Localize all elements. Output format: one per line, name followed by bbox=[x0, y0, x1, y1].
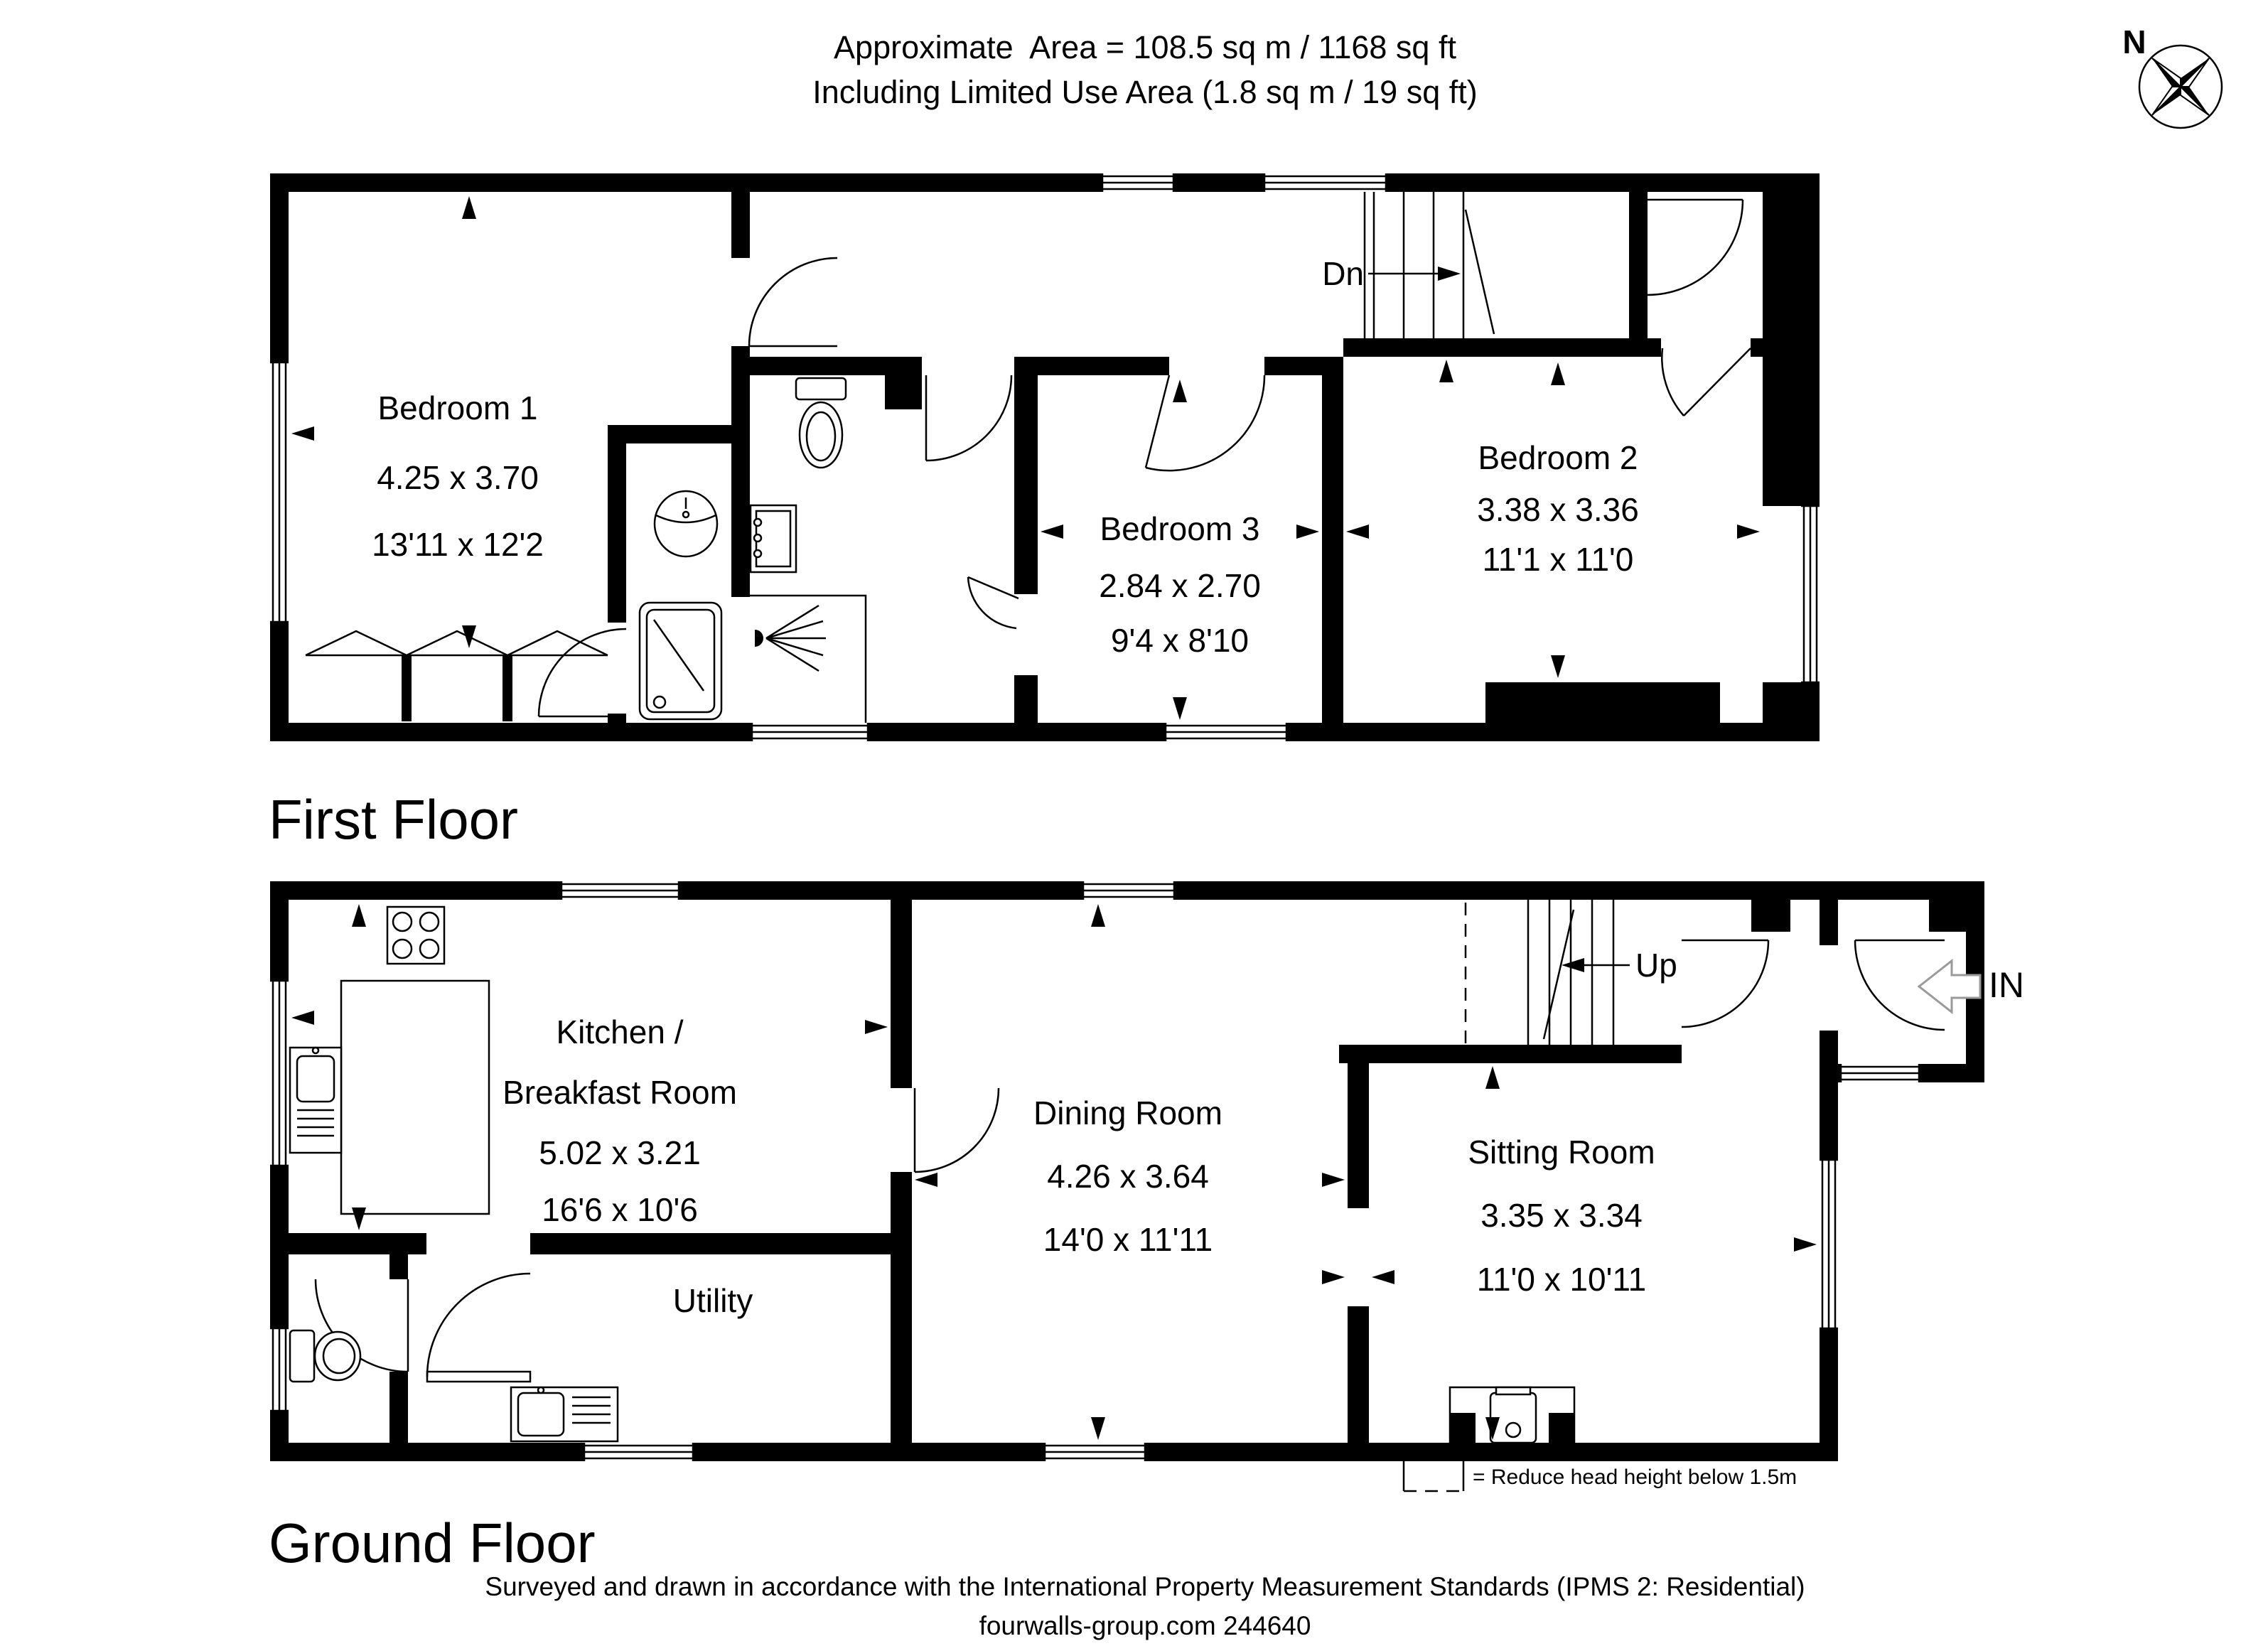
shower-icon bbox=[640, 596, 866, 723]
room-label-kitchen-line2: Breakfast Room bbox=[502, 1074, 737, 1111]
room-label-bedroom1: Bedroom 1 bbox=[377, 389, 538, 426]
gf-window-left-1 bbox=[270, 981, 289, 1166]
room-imperial-bedroom3: 9'4 x 8'10 bbox=[1110, 622, 1249, 659]
gf-window-lobby bbox=[1841, 1064, 1919, 1082]
gf-window-right bbox=[1820, 1160, 1838, 1328]
wc-toilet-icon bbox=[290, 1330, 360, 1382]
ff-door-bedroom1-landing bbox=[749, 258, 837, 346]
ff-window-right bbox=[1801, 506, 1820, 682]
room-metric-bedroom2: 3.38 x 3.36 bbox=[1477, 491, 1639, 528]
ff-door-top-right bbox=[1648, 200, 1743, 295]
ff-door-bedroom2 bbox=[1662, 348, 1751, 416]
room-metric-kitchen: 5.02 x 3.21 bbox=[539, 1134, 701, 1171]
title-first-floor: First Floor bbox=[269, 788, 518, 851]
legend bbox=[1404, 1458, 1797, 1491]
ff-wall-bottom bbox=[270, 723, 1820, 741]
kitchen-counter bbox=[341, 981, 489, 1214]
gf-window-bottom-2 bbox=[1045, 1443, 1145, 1461]
room-label-utility: Utility bbox=[672, 1282, 753, 1319]
stairs-label-up: Up bbox=[1635, 947, 1677, 984]
first-floor-plan bbox=[269, 173, 1820, 851]
gf-window-left-2 bbox=[270, 1328, 289, 1411]
ff-chimney-breast bbox=[1485, 682, 1720, 723]
header-limited-use-line: Including Limited Use Area (1.8 sq m / 19 sq ft) bbox=[812, 74, 1478, 110]
stairs-ground-floor bbox=[1466, 900, 1677, 1045]
ff-window-left bbox=[270, 362, 289, 622]
footer-company-line: fourwalls-group.com 244640 bbox=[979, 1611, 1311, 1640]
compass-icon bbox=[2122, 23, 2222, 128]
footer-standards-line: Surveyed and drawn in accordance with the International Property Measurement Standards (IPMS 2: Residential) bbox=[485, 1572, 1805, 1601]
title-ground-floor: Ground Floor bbox=[269, 1512, 596, 1574]
ff-wall-bed2-bed3 bbox=[1322, 357, 1343, 723]
room-imperial-kitchen: 16'6 x 10'6 bbox=[542, 1191, 698, 1228]
room-imperial-sitting: 11'0 x 10'11 bbox=[1476, 1261, 1647, 1298]
gf-window-bottom-1 bbox=[584, 1443, 693, 1461]
wardrobe-bedroom1 bbox=[306, 631, 608, 721]
room-sitting bbox=[1468, 1134, 1655, 1298]
compass-north-label: N bbox=[2122, 23, 2146, 60]
basin-icon bbox=[655, 491, 717, 556]
entrance-label-in: IN bbox=[1989, 965, 2024, 1005]
vanity-sink-icon bbox=[751, 505, 796, 572]
room-imperial-bedroom1: 13'11 x 12'2 bbox=[372, 526, 544, 563]
room-bedroom-2 bbox=[1477, 439, 1639, 578]
room-bedroom-3 bbox=[1099, 510, 1261, 659]
room-imperial-bedroom2: 11'1 x 11'0 bbox=[1482, 541, 1634, 578]
gf-door-kitchen-dining bbox=[915, 1088, 999, 1172]
utility-sink-icon bbox=[511, 1387, 618, 1441]
ff-door-shower-bed3 bbox=[968, 577, 1019, 628]
room-kitchen bbox=[502, 1013, 737, 1228]
gf-door-utility bbox=[427, 1274, 530, 1382]
ff-door-bedroom3 bbox=[1146, 375, 1264, 470]
ff-door-ensuite bbox=[539, 629, 626, 716]
room-label-dining: Dining Room bbox=[1033, 1094, 1222, 1131]
room-metric-sitting: 3.35 x 3.34 bbox=[1480, 1197, 1643, 1234]
room-metric-dining: 4.26 x 3.64 bbox=[1047, 1158, 1209, 1195]
legend-text: = Reduce head height below 1.5m bbox=[1473, 1465, 1797, 1489]
room-metric-bedroom3: 2.84 x 2.70 bbox=[1099, 567, 1261, 604]
room-bedroom-1 bbox=[372, 389, 544, 563]
gf-window-top-1 bbox=[561, 881, 679, 900]
room-dining bbox=[1033, 1094, 1222, 1258]
room-metric-bedroom1: 4.25 x 3.70 bbox=[377, 459, 539, 496]
header bbox=[812, 29, 1477, 110]
room-label-bedroom3: Bedroom 3 bbox=[1100, 510, 1260, 547]
room-label-kitchen-line1: Kitchen / bbox=[556, 1013, 684, 1050]
stairs-first-floor bbox=[1322, 192, 1494, 338]
header-area-line: Approximate Area = 108.5 sq m / 1168 sq ft bbox=[834, 29, 1456, 65]
stairs-label-dn: Dn bbox=[1322, 255, 1364, 292]
room-label-bedroom2: Bedroom 2 bbox=[1478, 439, 1638, 476]
room-label-sitting: Sitting Room bbox=[1468, 1134, 1655, 1171]
hob-icon bbox=[387, 907, 444, 964]
fireplace-icon bbox=[1450, 1387, 1574, 1446]
footer bbox=[485, 1572, 1805, 1640]
room-imperial-dining: 14'0 x 11'11 bbox=[1043, 1221, 1213, 1258]
gf-window-top-2 bbox=[1083, 881, 1174, 900]
dn-arrow-icon bbox=[1438, 267, 1461, 281]
ff-window-bottom-1 bbox=[752, 723, 868, 741]
ff-window-bottom-2 bbox=[1166, 723, 1286, 741]
ff-window-top-1 bbox=[1102, 173, 1173, 192]
up-arrow-icon bbox=[1562, 958, 1584, 972]
kitchen-sink-icon bbox=[290, 1048, 341, 1153]
gf-door-sitting-room bbox=[1682, 940, 1768, 1027]
ff-door-bathroom bbox=[926, 375, 1011, 461]
toilet-icon bbox=[796, 378, 846, 468]
legend-box-icon bbox=[1404, 1458, 1463, 1491]
ff-window-top-2 bbox=[1264, 173, 1386, 192]
ff-wall-top bbox=[270, 173, 1820, 192]
